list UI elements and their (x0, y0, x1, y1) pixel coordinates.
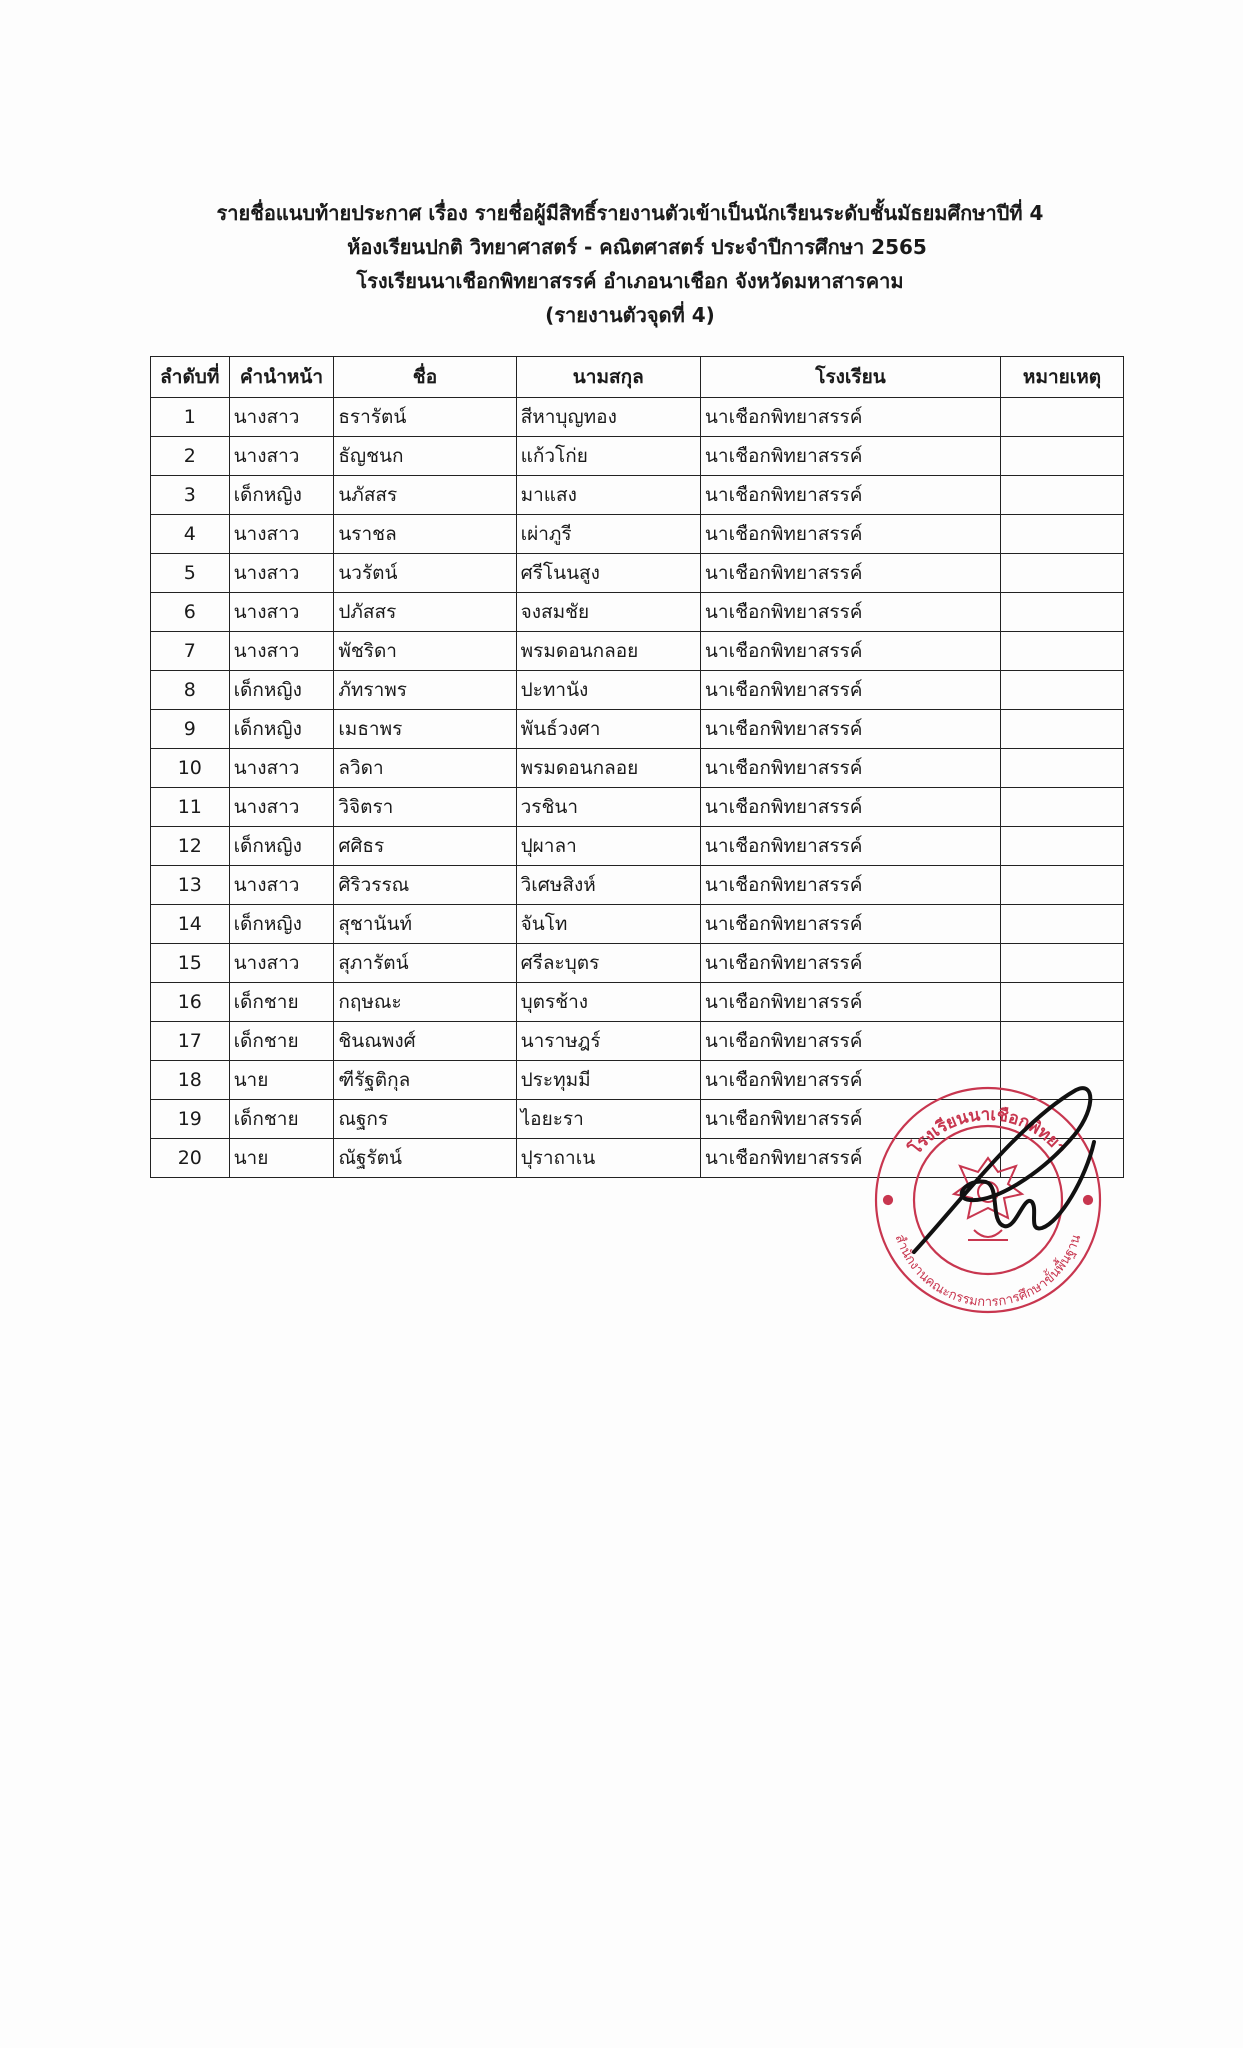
cell-remark (1001, 944, 1124, 983)
cell-surname: แก้วโก่ย (516, 437, 700, 476)
table-row (151, 710, 1124, 749)
header-name: ชื่อ (334, 357, 516, 398)
cell-prefix: เด็กหญิง (229, 827, 334, 866)
cell-name: นวรัตน์ (334, 554, 516, 593)
cell-prefix: เด็กชาย (229, 983, 334, 1022)
table-row (151, 827, 1124, 866)
header-school: โรงเรียน (700, 357, 1000, 398)
cell-school: นาเชือกพิทยาสรรค์ (700, 749, 1000, 788)
cell-surname: จันโท (516, 905, 700, 944)
cell-no: 16 (151, 983, 230, 1022)
cell-school: นาเชือกพิทยาสรรค์ (700, 398, 1000, 437)
table-row (151, 983, 1124, 1022)
cell-remark (1001, 1022, 1124, 1061)
cell-school: นาเชือกพิทยาสรรค์ (700, 671, 1000, 710)
cell-remark (1001, 515, 1124, 554)
cell-no: 15 (151, 944, 230, 983)
cell-name: ธัญชนก (334, 437, 516, 476)
cell-prefix: นางสาว (229, 788, 334, 827)
header-surname: นามสกุล (516, 357, 700, 398)
cell-name: วิจิตรา (334, 788, 516, 827)
seal-top-text: โรงเรียนนาเชือกพิทยา (905, 1104, 1071, 1159)
cell-name: ฑีรัฐติกุล (334, 1061, 516, 1100)
cell-prefix: เด็กหญิง (229, 710, 334, 749)
cell-no: 8 (151, 671, 230, 710)
cell-no: 20 (151, 1139, 230, 1178)
cell-remark (1001, 593, 1124, 632)
seal-bottom-text: สำนักงานคณะกรรมการการศึกษาขั้นพื้นฐาน (891, 1232, 1085, 1311)
cell-school: นาเชือกพิทยาสรรค์ (700, 632, 1000, 671)
heading-line-1: รายชื่อแนบท้ายประกาศ เรื่อง รายชื่อผู้มีสิทธิ์รายงานตัวเข้าเป็นนักเรียนระดับชั้นมัธยมศึกษาปีที่ 4 (216, 201, 1044, 225)
cell-no: 11 (151, 788, 230, 827)
cell-surname: ประทุมมี (516, 1061, 700, 1100)
table-row (151, 632, 1124, 671)
cell-no: 4 (151, 515, 230, 554)
cell-no: 10 (151, 749, 230, 788)
cell-school: นาเชือกพิทยาสรรค์ (700, 554, 1000, 593)
table-row (151, 398, 1124, 437)
cell-remark (1001, 749, 1124, 788)
cell-surname: สีหาบุญทอง (516, 398, 700, 437)
cell-remark (1001, 671, 1124, 710)
cell-name: นราชล (334, 515, 516, 554)
cell-name: กฤษณะ (334, 983, 516, 1022)
cell-prefix: เด็กหญิง (229, 476, 334, 515)
cell-school: นาเชือกพิทยาสรรค์ (700, 710, 1000, 749)
cell-prefix: นางสาว (229, 398, 334, 437)
header-no: ลำดับที่ (151, 357, 230, 398)
cell-name: ลวิดา (334, 749, 516, 788)
cell-surname: พันธ์วงศา (516, 710, 700, 749)
cell-school: นาเชือกพิทยาสรรค์ (700, 788, 1000, 827)
cell-no: 6 (151, 593, 230, 632)
cell-prefix: นางสาว (229, 437, 334, 476)
student-roster-table (150, 356, 1124, 1178)
cell-name: ธรารัตน์ (334, 398, 516, 437)
cell-school: นาเชือกพิทยาสรรค์ (700, 1022, 1000, 1061)
cell-no: 7 (151, 632, 230, 671)
cell-name: สุภารัตน์ (334, 944, 516, 983)
cell-prefix: นางสาว (229, 515, 334, 554)
heading-line-2: ห้องเรียนปกติ วิทยาศาสตร์ - คณิตศาสตร์ ประจำปีการศึกษา 2565 (347, 235, 927, 259)
table-row (151, 554, 1124, 593)
cell-surname: วิเศษสิงห์ (516, 866, 700, 905)
cell-remark (1001, 476, 1124, 515)
cell-no: 9 (151, 710, 230, 749)
cell-surname: ปุผาลา (516, 827, 700, 866)
cell-remark (1001, 905, 1124, 944)
cell-no: 14 (151, 905, 230, 944)
cell-remark (1001, 398, 1124, 437)
header-remark: หมายเหตุ (1001, 357, 1124, 398)
table-header-row (151, 357, 1124, 398)
cell-name: ภัทราพร (334, 671, 516, 710)
cell-remark (1001, 710, 1124, 749)
cell-surname: วรชินา (516, 788, 700, 827)
cell-no: 18 (151, 1061, 230, 1100)
cell-name: ณัฐรัตน์ (334, 1139, 516, 1178)
table-row (151, 671, 1124, 710)
cell-prefix: นางสาว (229, 866, 334, 905)
cell-remark (1001, 788, 1124, 827)
cell-no: 3 (151, 476, 230, 515)
cell-no: 1 (151, 398, 230, 437)
cell-school: นาเชือกพิทยาสรรค์ (700, 515, 1000, 554)
seal-dot-left (884, 1196, 892, 1204)
cell-school: นาเชือกพิทยาสรรค์ (700, 827, 1000, 866)
table-row (151, 905, 1124, 944)
cell-remark (1001, 983, 1124, 1022)
cell-name: ณฐกร (334, 1100, 516, 1139)
cell-school: นาเชือกพิทยาสรรค์ (700, 944, 1000, 983)
cell-no: 19 (151, 1100, 230, 1139)
cell-name: ปภัสสร (334, 593, 516, 632)
table-body (151, 398, 1124, 1178)
cell-school: นาเชือกพิทยาสรรค์ (700, 476, 1000, 515)
cell-name: สุชานันท์ (334, 905, 516, 944)
cell-remark (1001, 554, 1124, 593)
handwritten-signature (900, 1082, 1100, 1262)
cell-school: นาเชือกพิทยาสรรค์ (700, 905, 1000, 944)
header-prefix: คำนำหน้า (229, 357, 334, 398)
cell-prefix: เด็กหญิง (229, 905, 334, 944)
table-row (151, 437, 1124, 476)
cell-remark (1001, 866, 1124, 905)
cell-surname: บุตรช้าง (516, 983, 700, 1022)
cell-surname: จงสมชัย (516, 593, 700, 632)
cell-surname: พรมดอนกลอย (516, 632, 700, 671)
cell-prefix: นาย (229, 1139, 334, 1178)
table-row (151, 593, 1124, 632)
cell-surname: พรมดอนกลอย (516, 749, 700, 788)
document-heading (150, 196, 1110, 332)
heading-line-3: โรงเรียนนาเชือกพิทยาสรรค์ อำเภอนาเชือก จังหวัดมหาสารคาม (356, 269, 904, 293)
cell-remark (1001, 437, 1124, 476)
cell-surname: มาแสง (516, 476, 700, 515)
cell-prefix: นางสาว (229, 593, 334, 632)
cell-prefix: นาย (229, 1061, 334, 1100)
table-row (151, 515, 1124, 554)
cell-prefix: นางสาว (229, 944, 334, 983)
cell-no: 17 (151, 1022, 230, 1061)
cell-school: นาเชือกพิทยาสรรค์ (700, 866, 1000, 905)
cell-school: นาเชือกพิทยาสรรค์ (700, 983, 1000, 1022)
table-row (151, 749, 1124, 788)
cell-name: นภัสสร (334, 476, 516, 515)
cell-prefix: นางสาว (229, 632, 334, 671)
cell-surname: ศรีละบุตร (516, 944, 700, 983)
cell-surname: นาราษฎร์ (516, 1022, 700, 1061)
cell-remark (1001, 632, 1124, 671)
cell-school: นาเชือกพิทยาสรรค์ (700, 1061, 1000, 1100)
cell-prefix: เด็กหญิง (229, 671, 334, 710)
table-row (151, 476, 1124, 515)
cell-surname: ปุราถาเน (516, 1139, 700, 1178)
cell-school: นาเชือกพิทยาสรรค์ (700, 437, 1000, 476)
cell-name: ศิริวรรณ (334, 866, 516, 905)
cell-name: เมธาพร (334, 710, 516, 749)
cell-no: 13 (151, 866, 230, 905)
cell-surname: ปะทานัง (516, 671, 700, 710)
cell-surname: เผ่าภูรี (516, 515, 700, 554)
cell-surname: ศรีโนนสูง (516, 554, 700, 593)
table-row (151, 866, 1124, 905)
cell-surname: ไอยะรา (516, 1100, 700, 1139)
table-row (151, 788, 1124, 827)
cell-name: ศศิธร (334, 827, 516, 866)
cell-no: 5 (151, 554, 230, 593)
cell-school: นาเชือกพิทยาสรรค์ (700, 1100, 1000, 1139)
cell-school: นาเชือกพิทยาสรรค์ (700, 1139, 1000, 1178)
cell-no: 12 (151, 827, 230, 866)
cell-prefix: นางสาว (229, 749, 334, 788)
cell-prefix: เด็กชาย (229, 1022, 334, 1061)
table-row (151, 1022, 1124, 1061)
cell-prefix: นางสาว (229, 554, 334, 593)
cell-no: 2 (151, 437, 230, 476)
table-row (151, 944, 1124, 983)
cell-prefix: เด็กชาย (229, 1100, 334, 1139)
cell-name: พัชริดา (334, 632, 516, 671)
cell-remark (1001, 827, 1124, 866)
heading-line-4: (รายงานตัวจุดที่ 4) (545, 303, 715, 327)
cell-school: นาเชือกพิทยาสรรค์ (700, 593, 1000, 632)
cell-name: ชินณพงศ์ (334, 1022, 516, 1061)
